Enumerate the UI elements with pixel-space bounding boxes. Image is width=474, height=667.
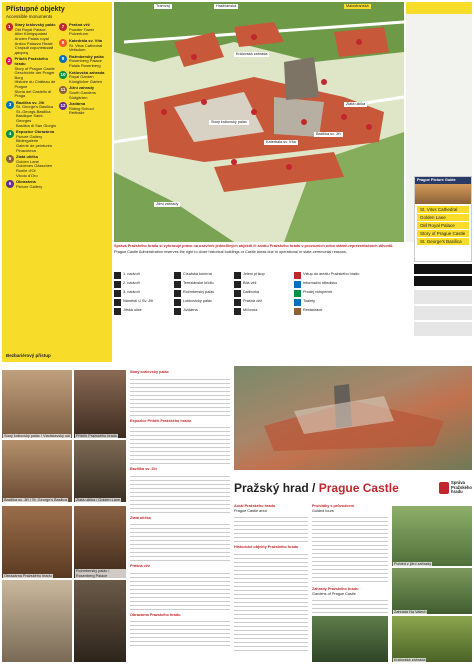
administration-logo	[439, 481, 472, 495]
legend-label: Tereziánské křídlo	[183, 281, 214, 285]
legend-item	[114, 281, 174, 288]
monument-number-icon: 11	[60, 87, 66, 93]
legend-marker-icon	[234, 290, 241, 297]
map-label-hradcanska: Hradčanská	[216, 4, 237, 8]
legend-label: Prašná věž	[243, 299, 262, 303]
guide-badge[interactable]: Old Royal Palace	[417, 222, 469, 229]
legend-label: Lobkovický palác	[183, 299, 212, 303]
monument-entry	[6, 57, 59, 98]
map-label-royal-garden: Královská zahrada	[236, 52, 268, 56]
bottom-info-column-1	[234, 504, 308, 662]
legend-label: Jelení příkop	[243, 272, 265, 276]
monument-name-line: Jízdárna	[68, 101, 86, 107]
legend-marker-icon	[114, 272, 121, 279]
app-store-badge[interactable]	[414, 264, 472, 274]
picture-guide-panel	[414, 176, 472, 262]
monument-names	[69, 71, 104, 85]
legend-label: Císařská konírna	[183, 272, 212, 276]
legend-marker-icon	[174, 272, 181, 279]
monument-number-icon: 12	[60, 103, 66, 109]
photo-story-castle	[74, 370, 126, 438]
panel-subtitle: Accessible monuments	[6, 14, 53, 19]
monument-name-line: Příběh Pražského hradu	[14, 56, 49, 66]
legend-label: Míčovna	[243, 308, 258, 312]
partner-logo	[414, 306, 472, 320]
monument-name-line: Golden Lane	[16, 158, 39, 164]
photo-garden-small	[312, 616, 388, 662]
aerial-photo-shapes	[234, 366, 472, 470]
column-subheading: Guided tours	[312, 508, 334, 513]
text-block	[130, 473, 230, 513]
monument-names	[16, 101, 59, 129]
legend-item	[174, 299, 234, 306]
legend-marker-icon	[294, 281, 301, 288]
monument-name-line: Picture Gallery	[16, 133, 43, 139]
logo-line: hradu	[451, 489, 463, 495]
photo-caption: Bazilika sv. Jiří / St. George's Basilica	[4, 497, 68, 502]
legend-item	[234, 281, 294, 288]
monument-name-line: Královská zahrada	[68, 69, 105, 75]
legend-item	[114, 272, 174, 279]
legend-item	[174, 308, 234, 315]
legend-column-services	[294, 272, 410, 364]
legend-marker-icon	[294, 308, 301, 315]
monument-name-line: Jižní zahrady	[68, 85, 95, 91]
photo-basilica	[2, 440, 72, 502]
legend-label: 2. nádvoří	[123, 281, 140, 285]
picture-guide-title: Prague Picture Guide	[415, 177, 471, 184]
monument-name-line: Riding School	[68, 105, 94, 111]
castle-map	[114, 2, 404, 242]
monument-name-line: Story of Prague Castle	[14, 65, 55, 71]
logo-line: Pražského	[451, 484, 472, 490]
monument-names	[69, 23, 94, 37]
monument-names	[69, 39, 102, 53]
monument-entry	[59, 71, 108, 85]
castle-title-sep: /	[308, 481, 319, 495]
monument-name-line: Ancien Palais royal	[14, 35, 49, 41]
monument-name-line: Bazilika sv. Jiří	[15, 99, 45, 105]
aerial-castle-photo	[234, 366, 472, 470]
monument-name-line: Südgärten	[68, 94, 88, 100]
monument-number-icon: 10	[60, 71, 66, 77]
legend-marker-icon	[234, 281, 241, 288]
map-label-malostranska: Malostranská	[346, 4, 369, 8]
monument-name-line: Old Royal Palace	[14, 26, 46, 32]
text-block	[234, 514, 308, 542]
legend-label: Vstup do areálu Pražského hradu	[303, 272, 360, 276]
castle-title-cz: Pražský hrad	[234, 481, 309, 495]
cathedral-tower	[284, 57, 319, 100]
photo-gallery	[2, 506, 72, 578]
photo-caption: Pohled z jižní zahrady	[394, 561, 432, 566]
legend-label: Daliborka	[243, 290, 260, 294]
monument-number-icon: 9	[59, 55, 67, 63]
photo-interior	[2, 580, 72, 662]
guide-badge[interactable]: St. George's Basilica	[417, 238, 469, 245]
store-logos	[414, 264, 472, 364]
legend-label: Náměstí U Sv. Jiří	[123, 299, 154, 303]
legend-marker-icon	[114, 299, 121, 306]
guide-badge[interactable]: Golden Lane	[417, 214, 469, 221]
text-block	[130, 618, 230, 648]
panel-title: Přístupné objekty	[6, 6, 65, 13]
legend-label: Informační středisko	[303, 281, 338, 285]
monument-entry	[59, 55, 108, 69]
map-legend	[114, 272, 410, 364]
legend-label: Jiřská ulice	[123, 308, 142, 312]
legend-marker-icon	[234, 308, 241, 315]
legend-item	[234, 272, 294, 279]
cathedral	[274, 97, 324, 137]
partner-logo	[414, 290, 472, 304]
monument-name-line: Galerie de peintures	[16, 143, 53, 149]
castle-title	[234, 481, 399, 495]
legend-marker-icon	[174, 308, 181, 315]
monument-name-line: Palais Rosenberg	[68, 62, 101, 68]
monument-name-line: St. Vitus Cathedral	[68, 42, 103, 48]
monument-names	[69, 86, 96, 100]
accessible-monuments-panel	[2, 2, 112, 362]
monument-entry	[59, 102, 108, 116]
legend-label: Toalety	[303, 299, 316, 303]
photo-garden-view	[392, 506, 472, 566]
monument-name-line: Pinacoteca	[16, 147, 36, 153]
section-heading: Zlatá ulička	[130, 515, 151, 520]
legend-item	[294, 308, 410, 315]
section-heading: Starý královský palác	[130, 370, 169, 374]
monument-name-line: Старый королевский дворец	[14, 45, 54, 55]
column-subheading: Prague Castle area	[234, 508, 267, 513]
text-block	[130, 570, 230, 610]
monument-number-icon: 2	[7, 58, 11, 64]
photo-caption: Příběh Pražského hradu	[76, 433, 117, 438]
monument-name-line: Basilique Saint-Georges	[15, 113, 44, 124]
column-heading: Historické objekty Pražského hradu	[234, 545, 299, 549]
photo-caption: Královská zahrada	[394, 657, 426, 662]
monument-names	[14, 57, 58, 98]
info-notice-cz: Správa Pražského hradu si vyhrazuje právo na uzavření jednotlivých objektů či areálu Pražského hradu v provozních nebo státně-reprezentačních důvodů.	[114, 244, 394, 248]
legend-item	[174, 281, 234, 288]
guide-badge[interactable]: St. Vitus Cathedral	[417, 206, 469, 213]
monument-number-icon: 1	[6, 23, 13, 31]
monument-name-line: Picture Gallery	[16, 183, 43, 189]
monument-name-line: Storia del Castello di Praga	[14, 88, 52, 99]
monument-name-line: Powder Tower	[68, 26, 95, 32]
monument-entry	[6, 180, 59, 189]
photo-royal-garden	[392, 616, 472, 662]
legend-label: 1. nádvoří	[123, 272, 140, 276]
logo-emblem-icon	[439, 482, 449, 494]
photo-golden-lane	[74, 440, 126, 502]
legend-item	[294, 281, 410, 288]
legend-item	[174, 272, 234, 279]
legend-item	[114, 308, 174, 315]
monument-name-line: Rosenberg Palace	[68, 58, 102, 64]
legend-item	[174, 290, 234, 297]
legend-marker-icon	[294, 290, 301, 297]
text-block	[130, 376, 230, 416]
map-label-basilica: Bazilika sv. Jiří	[316, 132, 341, 136]
map-label-cathedral: Katedrála sv. Víta	[266, 140, 296, 144]
legend-item	[234, 308, 294, 315]
map-label-tram: Tramvaj	[156, 4, 170, 8]
text-block	[130, 521, 230, 561]
legend-label: Restaurace	[303, 308, 323, 312]
legend-item	[294, 290, 410, 297]
legend-marker-icon	[174, 290, 181, 297]
monument-names	[16, 155, 52, 178]
legend-item	[294, 299, 410, 306]
accessible-access-note: Bezbariérový přístup	[6, 352, 51, 358]
partner-logo	[414, 322, 472, 336]
monument-names	[69, 55, 104, 69]
monument-name-line: Basilica di San Giorgio	[15, 122, 57, 128]
monument-name-line: Histoire du Château de Prague	[14, 79, 56, 89]
monument-name-line: Vicolo d'Oro	[16, 172, 38, 178]
middle-text-column	[130, 370, 230, 662]
monument-name-line: Katedrála sv. Víta	[68, 37, 103, 43]
picture-guide-image	[415, 184, 471, 204]
monument-names	[69, 102, 94, 116]
monument-name-line: Zlatá ulička	[16, 154, 38, 160]
monument-name-line: Alter Königspalast	[14, 31, 47, 37]
text-block	[234, 551, 308, 651]
legend-column-towers	[234, 272, 294, 364]
section-heading: Bazilika sv. Jiří	[130, 467, 157, 471]
text-block	[130, 424, 230, 464]
legend-marker-icon	[114, 281, 121, 288]
text-block	[312, 514, 388, 584]
legend-item	[114, 290, 174, 297]
monument-names	[16, 180, 42, 189]
photo-exhibit	[74, 580, 126, 662]
legend-marker-icon	[294, 272, 301, 279]
monument-number-icon: 3	[6, 101, 14, 109]
monument-name-line: South Gardens	[68, 89, 96, 95]
monument-names	[16, 130, 54, 153]
monument-name-line: Pulverturm	[68, 31, 89, 37]
legend-label: Jízdárna	[183, 308, 198, 312]
info-notice-en: Prague Castle Administration reserves the right to close historical buildings or Castle areas due to operational or state-ceremonial reasons.	[114, 249, 347, 254]
monument-name-line: Royal Garden	[68, 74, 94, 80]
column-heading: Zahrady Pražského hradu	[312, 587, 359, 591]
legend-column-courtyards	[114, 272, 174, 364]
photo-caption: Obrazárna Pražského hradu	[4, 573, 52, 578]
right-entries-column	[59, 23, 108, 191]
monument-entry	[59, 86, 108, 100]
monument-name-line: Ruelle d'Or	[16, 168, 36, 174]
map-label-palace: Starý královský palác	[211, 120, 247, 124]
legend-marker-icon	[234, 272, 241, 279]
monument-names	[15, 23, 59, 55]
monument-name-line: St. George's Basilica	[15, 104, 53, 110]
picture-guide-badges	[415, 204, 471, 248]
legend-label: Prodej vstupenek	[303, 290, 333, 294]
legend-item	[234, 290, 294, 297]
left-entries-column	[6, 23, 59, 191]
monument-number-icon: 5	[6, 155, 14, 163]
monument-name-line: Veitsdom	[68, 47, 86, 53]
guide-badge[interactable]: Story of Prague Castle	[417, 230, 469, 237]
photo-royal-palace	[2, 370, 72, 438]
monument-entry	[59, 39, 108, 53]
info-notice	[114, 244, 410, 274]
legend-marker-icon	[174, 281, 181, 288]
legend-marker-icon	[294, 299, 301, 306]
section-heading: Obrazárna Pražského hradu	[130, 612, 181, 617]
monument-entry	[6, 155, 59, 178]
monument-entry	[6, 23, 59, 55]
legend-item	[114, 299, 174, 306]
section-heading: Prašná věž	[130, 564, 150, 568]
legend-label: 3. nádvoří	[123, 290, 140, 294]
monument-name-line: Rožmberský palác	[68, 53, 105, 59]
photo-caption: Zahrada Na Valech	[394, 609, 427, 614]
monument-name-line: Goldenes Gässchen	[16, 163, 53, 169]
monument-entry	[6, 130, 59, 153]
monument-number-icon: 7	[59, 23, 67, 31]
monument-number-icon: 6	[6, 180, 14, 188]
legend-item	[234, 299, 294, 306]
photo-rosenberg	[74, 506, 126, 578]
monument-number-icon: 8	[59, 39, 67, 47]
monument-name-line: St.-Georgs-Basilika	[15, 108, 51, 114]
legend-marker-icon	[114, 290, 121, 297]
legend-item	[294, 272, 410, 279]
monument-name-line: Königlicher Garten	[68, 78, 103, 84]
column-subheading: Gardens of Prague Castle	[312, 591, 356, 596]
monument-name-line: Starý královský palác	[14, 22, 56, 28]
google-play-badge[interactable]	[414, 276, 472, 286]
legend-column-buildings	[174, 272, 234, 364]
monument-name-line: Bildergalerie	[16, 138, 39, 144]
right-top-strip	[406, 2, 472, 14]
photo-caption: Rožmberský palác / Rosenberg Palace	[75, 569, 126, 578]
legend-marker-icon	[174, 299, 181, 306]
castle-title-block	[234, 474, 472, 502]
castle-title-en: Prague Castle	[318, 481, 399, 495]
monument-name-line: Prašná věž	[68, 22, 90, 28]
section-heading: Expozice Příběh Pražského hradu	[130, 418, 191, 423]
photo-garden-walls	[392, 568, 472, 614]
monument-name-line: Obrazárna	[16, 179, 36, 185]
photo-caption: Zlatá ulička / Golden Lane	[76, 497, 121, 502]
column-heading: Areál Pražského hradu	[234, 504, 276, 508]
map-label-golden-lane: Zlatá ulička	[346, 102, 366, 106]
map-label-south-gardens: Jižní zahrady	[156, 202, 179, 206]
monument-name-line: Geschichte der Prager Burg	[14, 70, 55, 80]
column-heading: Prohlídky s průvodcem	[312, 504, 354, 508]
monument-entry	[59, 23, 108, 37]
monument-entry	[6, 101, 59, 129]
legend-label: Rožmberský palác	[183, 290, 215, 294]
photo-caption: Starý královský palác / Vladislavský sál	[4, 433, 70, 438]
monument-name-line: Reithalle	[68, 110, 85, 116]
legend-marker-icon	[234, 299, 241, 306]
legend-marker-icon	[114, 308, 121, 315]
monument-name-line: Antico Palazzo Reale	[14, 40, 53, 46]
legend-label: Bílá věž	[243, 281, 257, 285]
logo-line: Správa	[451, 480, 466, 486]
monument-number-icon: 4	[6, 130, 14, 138]
monument-name-line: Expozice Obrazárna	[16, 129, 55, 135]
